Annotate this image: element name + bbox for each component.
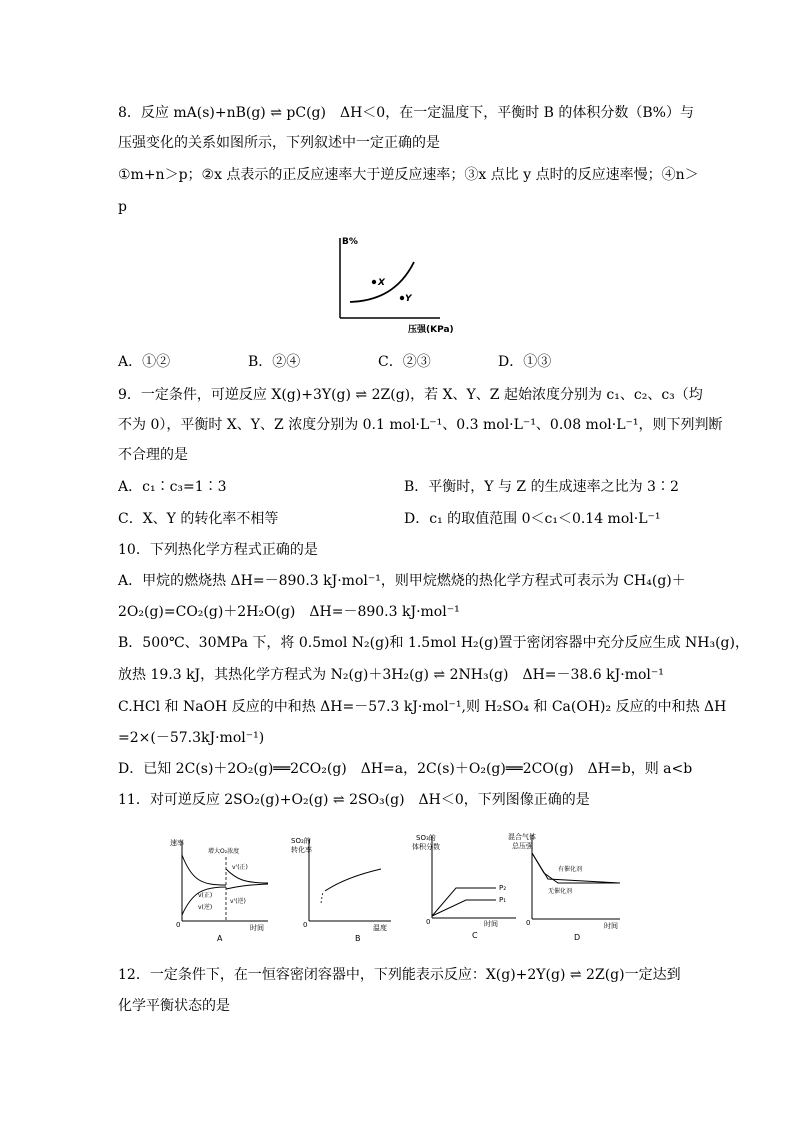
q11-graph-b [285,833,397,945]
graph-c-y-label-1: SO₃的 [416,834,436,842]
q10-option-a-line-1: A．甲烷的燃烧热 ΔH=－890.3 kJ·mol⁻¹，则甲烷燃烧的热化学方程式可表示为 CH₄(g)＋ [118,573,686,589]
q8-option-d: D．①③ [498,354,552,370]
q8-figure [328,228,454,338]
graph-b-y-label-2: 转化率 [291,846,312,854]
q12-stem-line-1: 12．一定条件下，在一恒容密闭容器中，下列能表示反应：X(g)+2Y(g) ⇌ 2Z(g)一定达到 [118,967,681,983]
q9-option-b: B．平衡时，Y 与 Z 的生成速率之比为 3∶2 [404,479,679,495]
graph-d-tag: D [574,933,581,942]
graph-a-v-forward-label: v(正) [198,892,213,899]
q8-statements-line: ①m+n＞p；②x 点表示的正反应速率大于逆反应速率；③x 点比 y 点时的反应速率慢；④n＞ [118,167,699,183]
graph-d-no-catalyst-label: 无催化剂 [548,888,573,895]
graph-d-origin: 0 [526,919,531,927]
q8-point-x [372,280,376,284]
q10-option-d: D．已知 2C(s)＋2O₂(g)══2CO₂(g) ΔH=a，2C(s)＋O₂(g)══2CO(g) ΔH=b，则 a<b [118,761,693,777]
q9-stem-line-3: 不合理的是 [118,447,188,463]
q8-stem-line-2: 压强变化的关系如图所示，下列叙述中一定正确的是 [118,135,440,151]
graph-a-origin: 0 [176,921,181,929]
graph-a-y-label: 速率 [170,839,184,847]
graph-b-origin: 0 [303,921,308,929]
graph-c-x-label: 时间 [484,920,498,928]
graph-a-note: 增大O₂浓度 [208,848,240,855]
graph-a-v-reverse2-label: v'(逆) [230,898,246,905]
q10-option-c-line-2: =2×(－57.3kJ·mol⁻¹) [118,730,265,746]
q9-stem-line-2: 不为 0），平衡时 X、Y、Z 浓度分别为 0.1 mol·L⁻¹、0.3 mol·L⁻¹、0.08 mol·L⁻¹，则下列判断 [118,417,723,433]
graph-a-v-forward-curve [182,855,226,885]
q11-graph-a [162,833,274,945]
graph-a-v-reverse2-curve [226,884,268,889]
graph-a-tag: A [217,934,223,943]
graph-a-x-label: 时间 [250,924,264,932]
graph-b-curve [325,869,381,891]
q10-option-b-line-1: B．500℃、30MPa 下，将 0.5mol N₂(g)和 1.5mol H₂(g)置于密闭容器中充分反应生成 NH₃(g)， [118,635,749,651]
q10-option-b-line-2: 放热 19.3 kJ，其热化学方程式为 N₂(g)＋3H₂(g) ⇌ 2NH₃(g) ΔH=－38.6 kJ·mol⁻¹ [118,667,664,683]
q10-option-c-line-1: C.HCl 和 NaOH 反应的中和热 ΔH=－57.3 kJ·mol⁻¹,则 H₂SO₄ 和 Ca(OH)₂ 反应的中和热 ΔH [118,699,727,715]
q8-x-label: 压强(KPa) [408,325,454,335]
q10-stem: 10．下列热化学方程式正确的是 [118,542,318,558]
q12-stem-line-2: 化学平衡状态的是 [118,998,230,1014]
graph-d-catalyst-label: 有催化剂 [558,866,583,873]
graph-b-tag: B [355,934,361,943]
graph-a-v-forward2-curve [226,869,268,883]
graph-d-x-label: 时间 [604,922,618,930]
graph-b-x-label: 温度 [373,924,387,932]
graph-c-p1-label: P₁ [499,896,507,904]
q9-option-c: C．X、Y 的转化率不相等 [118,511,279,527]
graph-c-p2-label: P₂ [499,884,507,892]
q11-stem: 11．对可逆反应 2SO₂(g)+O₂(g) ⇌ 2SO₃(g) ΔH＜0，下列图像正确的是 [118,792,590,808]
graph-c-y-label-2: 体积分数 [412,843,440,851]
graph-c-p1-line [432,900,496,916]
q9-option-a: A．c₁∶c₃=1∶3 [118,479,227,495]
q11-graph-c [410,830,522,942]
q8-option-b: B．②④ [248,354,301,370]
q8-y-label: B% [342,237,358,247]
graph-c-tag: C [472,931,478,940]
q8-statements-line-tail: p [118,199,127,215]
q8-point-x-label: X [378,278,385,288]
graph-a-v-reverse-label: v(逆) [198,904,213,911]
graph-a-v-forward2-label: v'(正) [232,864,248,871]
q11-graph-d [508,829,626,944]
q10-option-a-line-2: 2O₂(g)=CO₂(g)＋2H₂O(g) ΔH=－890.3 kJ·mol⁻¹ [118,604,460,620]
graph-d-y-label-1: 混合气体 [508,833,536,841]
graph-d-y-label-2: 总压强 [512,842,533,850]
graph-b-y-label-1: SO₂的 [291,837,311,845]
q9-option-d: D．c₁ 的取值范围 0＜c₁＜0.14 mol·L⁻¹ [404,511,661,527]
q8-option-c: C．②③ [378,354,431,370]
q8-stem-line-1: 8．反应 mA(s)+nB(g) ⇌ pC(g) ΔH＜0，在一定温度下，平衡时 B 的体积分数（B%）与 [118,105,694,121]
q8-point-y-label: Y [405,294,412,304]
q8-point-y [400,296,404,300]
q9-stem-line-1: 9．一定条件，可逆反应 X(g)+3Y(g) ⇌ 2Z(g)，若 X、Y、Z 起始浓度分别为 c₁、c₂、c₃（均 [118,387,703,403]
q8-option-a: A．①② [118,354,171,370]
graph-b-start-segment [321,891,323,903]
graph-c-origin: 0 [426,918,431,926]
